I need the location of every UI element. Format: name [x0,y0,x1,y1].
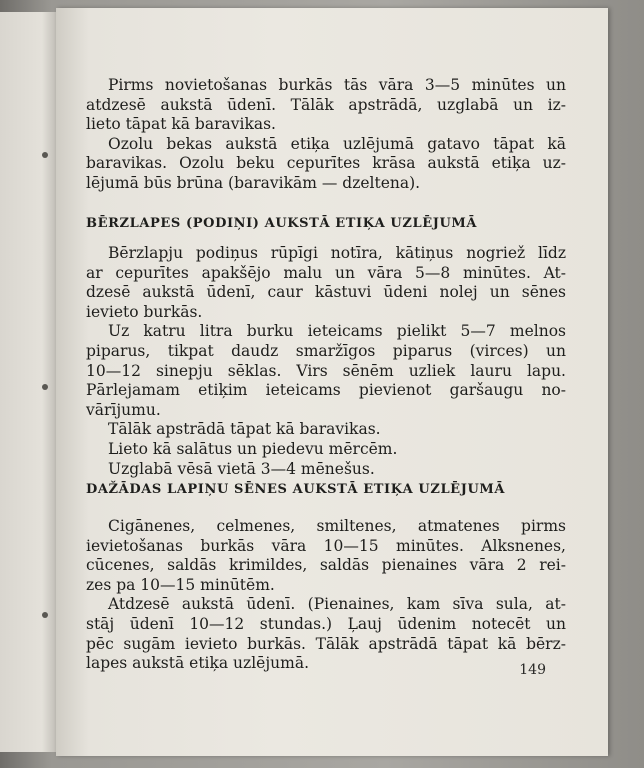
text-line: piparus, tikpat daudz smaržīgos piparus (virces) un [86,341,566,360]
text-line: ar cepurītes apakšējo malu un vāra 5—8 minūtes. At- [86,263,566,282]
intro-paragraphs [86,76,566,194]
text-line: Cigānenes, celmenes, smiltenes, atmatenes pirms [108,517,566,535]
left-page-edge [0,12,60,752]
text-line: Lieto kā salātus un piedevu mērcēm. [108,439,398,458]
section-heading-lapinu-senes: DAŽĀDAS LAPIŅU SĒNES AUKSTĀ ETIĶA UZLĒJUMĀ [86,482,506,497]
text-line: 10—12 sinepju sēklas. Virs sēnēm uzliek lauru lapu. [86,361,566,380]
text-line: pēc sugām ievieto burkās. Tālāk apstrādā tāpat kā bērz- [86,634,566,653]
text-line: ievieto burkās. [86,302,203,321]
text-line: ievietošanas burkās vāra 10—15 minūtes. Alksnenes, [86,536,566,555]
section-heading-berzlapes: BĒRZLAPES (PODIŅI) AUKSTĀ ETIĶA UZLĒJUMĀ [86,216,478,231]
text-line: Uzglabā vēsā vietā 3—4 mēnešus. [108,459,375,478]
text-line: Bērzlapju podiņus rūpīgi notīra, kātiņus nogriež līdz [108,244,566,262]
binding-stitch [42,612,48,618]
text-line: Ozolu bekas aukstā etiķa uzlējumā gatavo tāpat kā [108,134,566,153]
binding-stitch [42,384,48,390]
text-line: baravikas. Ozolu beku cepurītes krāsa aukstā etiķa uz- [86,154,566,173]
section-berzlapes-body [86,244,566,479]
book-page [56,8,608,756]
text-line: zes pa 10—15 minūtēm. [86,575,275,594]
text-line: lieto tāpat kā baravikas. [86,115,276,134]
text-line: dzesē aukstā ūdenī, caur kāstuvi ūdeni nolej un sēnes [86,283,566,302]
text-line: cūcenes, saldās krimildes, saldās pienaines vāra 2 rei- [86,556,566,575]
text-line: lapes aukstā etiķa uzlējumā. [86,654,309,673]
binding-stitch [42,152,48,158]
section-lapinu-senes-body [86,517,566,674]
text-line: Pirms novietošanas burkās tās vāra 3—5 minūtes un [108,76,566,94]
text-line: stāj ūdenī 10—12 stundas.) Ļauj ūdenim notecēt un [86,614,566,633]
text-line: lējumā būs brūna (baravikām — dzeltena). [86,173,421,192]
text-line: vārījumu. [86,400,161,419]
text-line: atdzesē aukstā ūdenī. Tālāk apstrādā, uzglabā un iz- [86,95,566,114]
text-line: Atdzesē aukstā ūdenī. (Pienaines, kam sīva sula, at- [108,595,566,614]
text-line: Pārlejamam etiķim ieteicams pievienot garšaugu no- [86,381,566,400]
text-line: Tālāk apstrādā tāpat kā baravikas. [108,420,381,439]
page-number: 149 [519,662,546,678]
text-line: Uz katru litra burku ieteicams pielikt 5—7 melnos [108,322,566,341]
